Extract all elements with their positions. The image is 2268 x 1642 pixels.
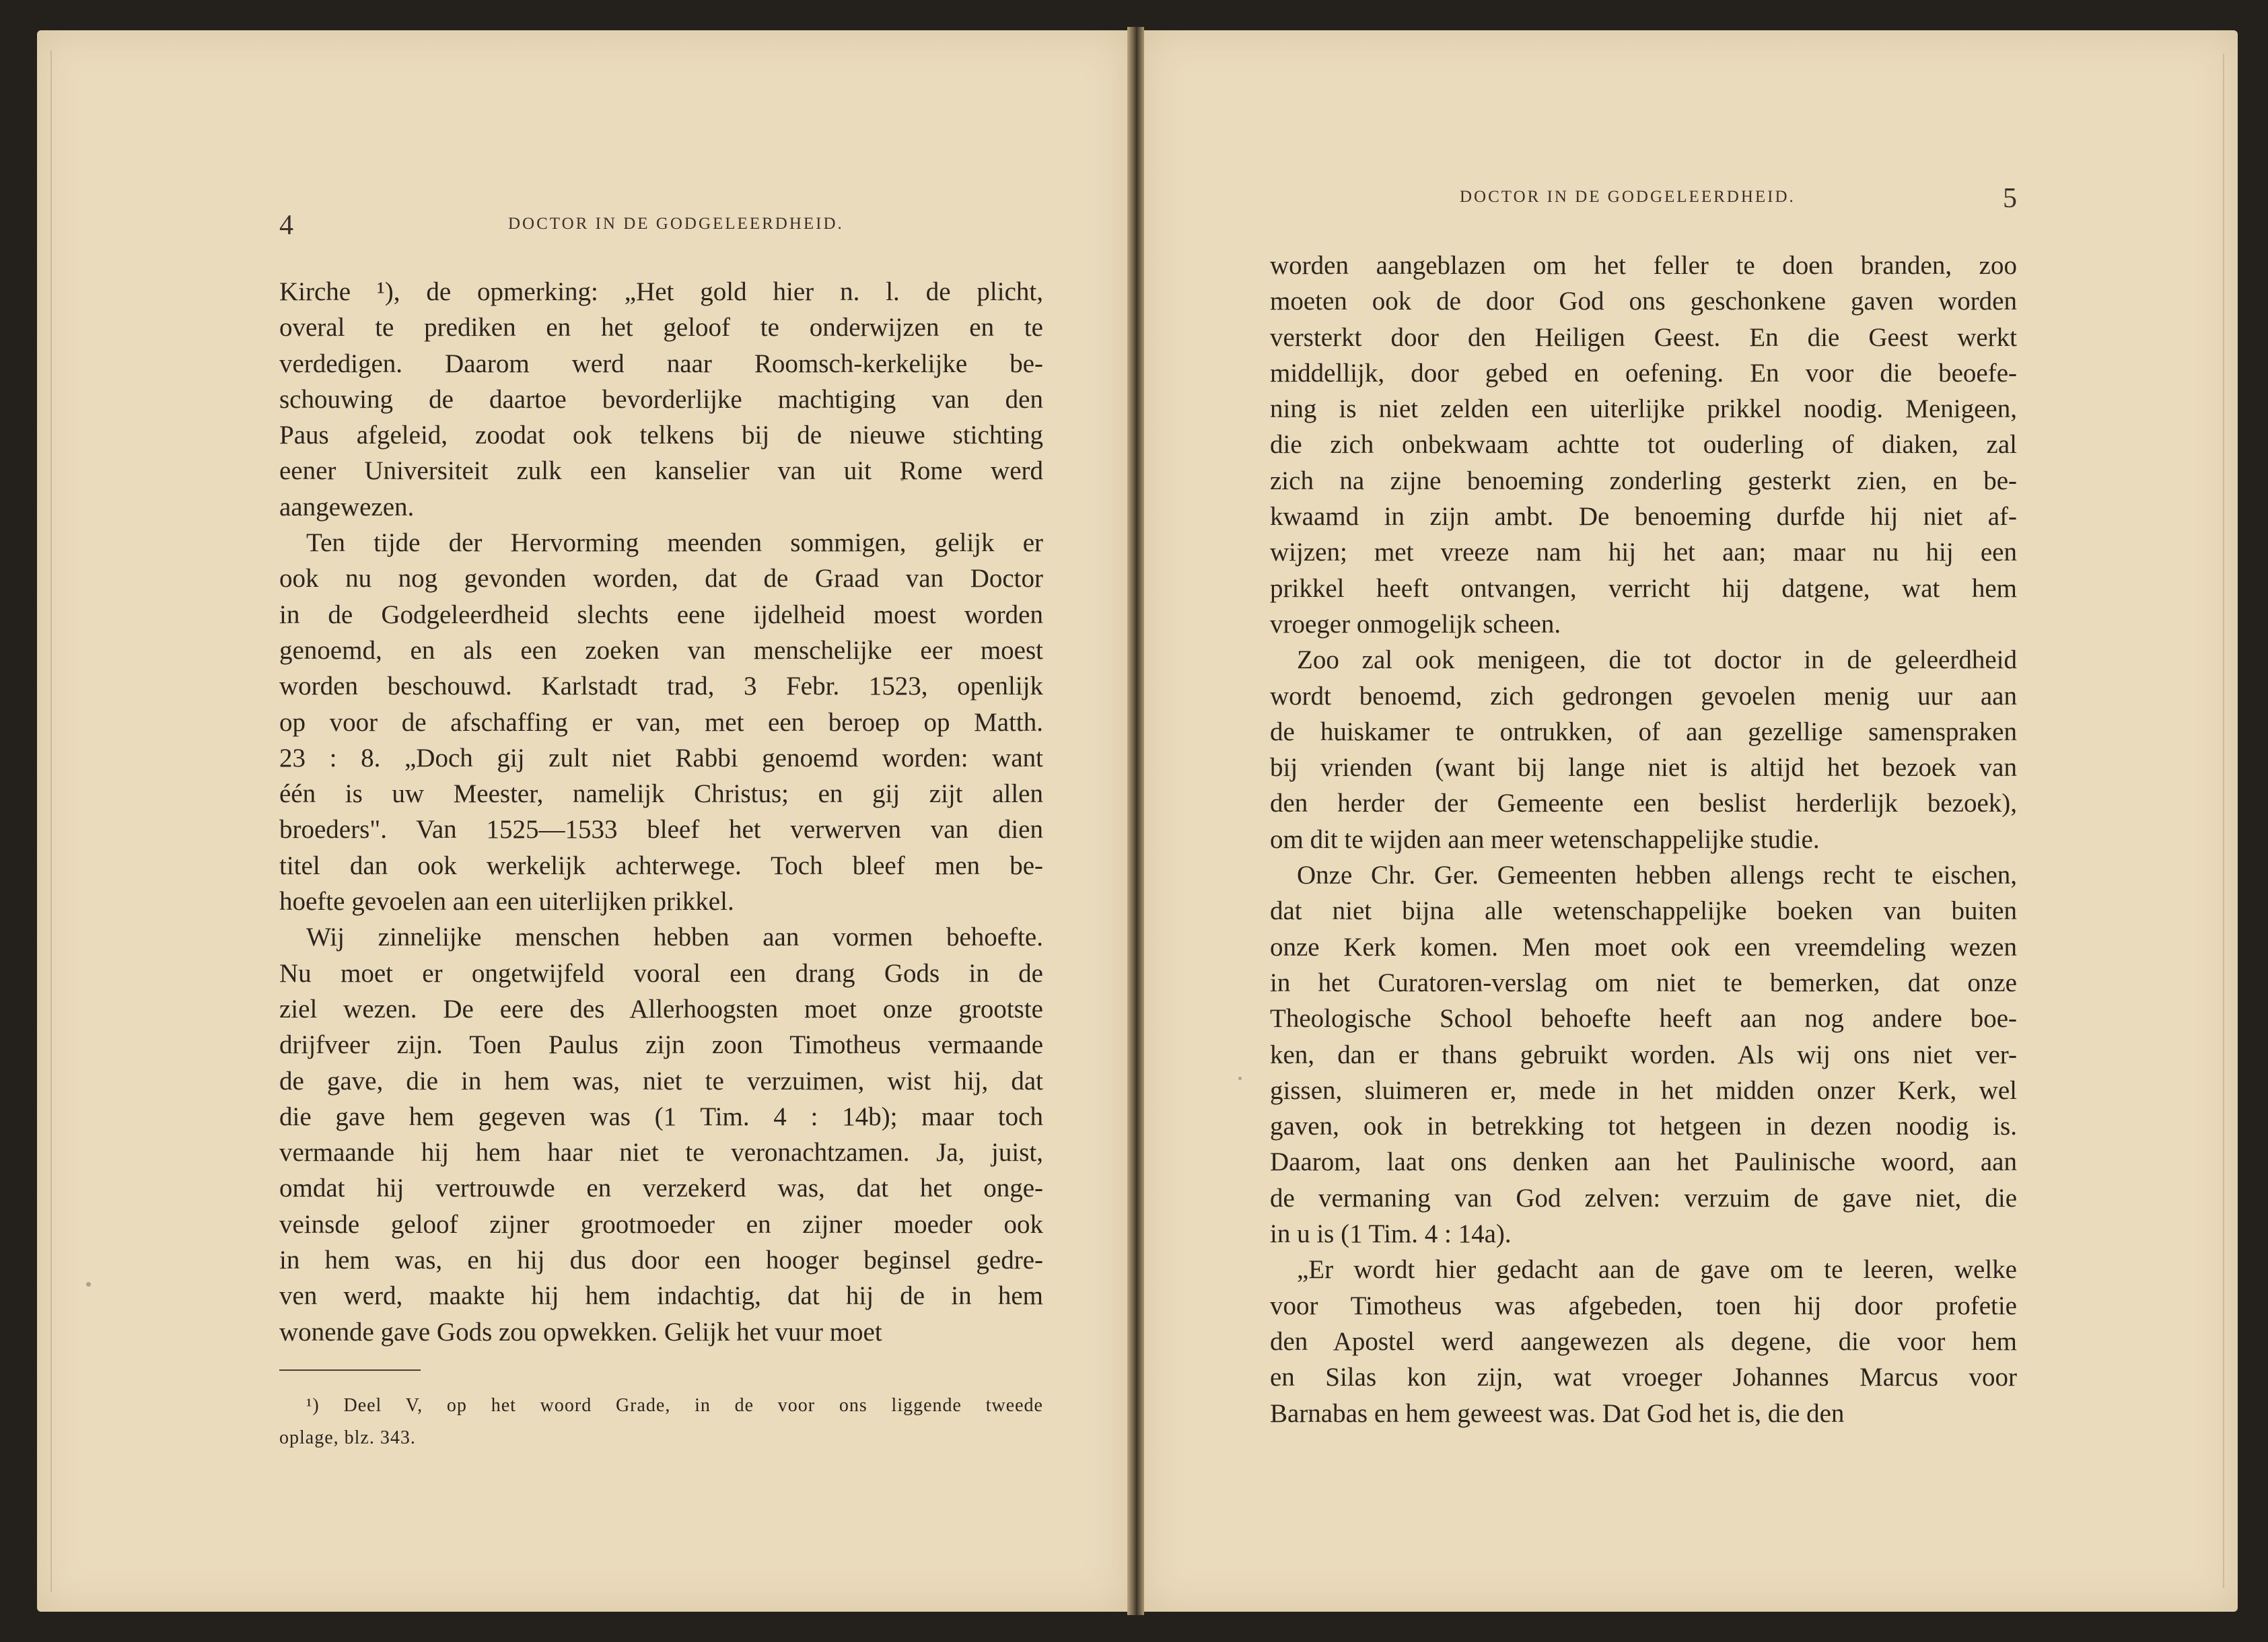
paper-speck	[1238, 1077, 1242, 1080]
text-line: gaven, ook in betrekking tot hetgeen in dezen noodig is.	[1270, 1112, 2017, 1141]
text-line: die zich onbekwaam achtte tot ouderling of diaken, zal	[1270, 430, 2017, 460]
text-line: worden beschouwd. Karlstadt trad, 3 Febr. 1523, openlijk	[279, 672, 1043, 701]
text-line: Zoo zal ook menigeen, die tot doctor in de geleerdheid	[1297, 645, 2017, 675]
text-line: moeten ook de door God ons geschonkene gaven worden	[1270, 287, 2017, 316]
left-page-body	[279, 274, 1043, 1350]
text-line: vermaande hij hem haar niet te veronachtzamen. Ja, juist,	[279, 1138, 1043, 1168]
text-line: ven werd, maakte hij hem indachtig, dat hij de in hem	[279, 1281, 1043, 1311]
text-line: veinsde geloof zijner grootmoeder en zijner moeder ook	[279, 1209, 1043, 1239]
text-line: gissen, sluimeren er, mede in het midden onzer Kerk, wel	[1270, 1075, 2017, 1105]
running-head: DOCTOR IN DE GODGELEERDHEID.	[508, 215, 844, 233]
text-line: oplage, blz. 343.	[279, 1427, 416, 1448]
text-line: Theologische School behoefte heeft aan nog andere boe-	[1270, 1004, 2017, 1034]
text-line: de huiskamer te ontrukken, of aan gezellige samensprakеn	[1270, 717, 2017, 746]
text-line: Barnabas en hem geweest was. Dat God het is, die den	[1270, 1398, 1845, 1428]
text-line: genoemd, en als een zoeken van menschelijke eer moest	[279, 635, 1043, 665]
text-line: ¹) Deel V, op het woord Grade, in de voor ons liggende tweede	[306, 1395, 1043, 1416]
page-number: 4	[279, 210, 293, 241]
text-line: drijfveer zijn. Toen Paulus zijn zoon Timotheus vermaande	[279, 1030, 1043, 1060]
text-line: prikkel heeft ontvangen, verricht hij datgene, wat hem	[1270, 573, 2017, 603]
footnote	[279, 1390, 1043, 1454]
page-number: 5	[2003, 183, 2017, 214]
text-line: ziel wezen. De eere des Allerhoogsten moet onze grootste	[279, 994, 1043, 1024]
right-page	[1144, 30, 2238, 1612]
text-line: onze Kerk komen. Men moet ook een vreemdeling wezen	[1270, 932, 2017, 962]
text-line: Ten tijde der Hervorming meenden sommigen, gelijk er	[306, 528, 1043, 558]
text-line: Wij zinnelijke menschen hebben aan vormen behoefte.	[306, 923, 1043, 952]
footnote-rule	[279, 1369, 421, 1371]
left-page-header	[279, 210, 1047, 247]
text-line: Onze Chr. Ger. Gemeenten hebben allengs recht te eischen,	[1297, 861, 2017, 890]
text-line: op voor de afschaffing er van, met een beroep op Matth.	[279, 707, 1043, 737]
text-line: middellijk, door gebed en oefening. En voor die beoefe-	[1270, 358, 2017, 388]
text-line: en Silas kon zijn, wat vroeger Johannes Marcus voor	[1270, 1363, 2017, 1392]
text-line: om dit te wijden aan meer wetenschappelijke studie.	[1270, 824, 1820, 854]
text-line: aangewezen.	[279, 492, 415, 522]
text-line: omdat hij vertrouwde en verzekerd was, dat het onge-	[279, 1174, 1043, 1203]
text-line: schouwing de daartoe bevorderlijke machtiging van den	[279, 384, 1043, 414]
text-line: voor Timotheus was afgebeden, toen hij door profetie	[1270, 1291, 2017, 1320]
text-line: eener Universiteit zulk een kanselier van uit Rome werd	[279, 456, 1043, 486]
right-page-header	[1270, 183, 2017, 220]
left-page	[37, 30, 1127, 1612]
text-line: broeders". Van 1525—1533 bleef het verwerven van dien	[279, 815, 1043, 845]
text-line: bij vrienden (want bij lange niet is altijd het bezoek van	[1270, 753, 2017, 783]
text-line: in u is (1 Tim. 4 : 14a).	[1270, 1219, 1512, 1249]
text-line: Nu moet er ongetwijfeld vooral een drang Gods in de	[279, 958, 1043, 988]
text-line: 23 : 8. „Doch gij zult niet Rabbi genoemd worden: want	[279, 743, 1043, 773]
text-line: vroeger onmogelijk scheen.	[1270, 609, 1561, 639]
text-line: verdedigen. Daarom werd naar Roomsch-kerkelijke be-	[279, 349, 1043, 378]
text-line: ning is niet zelden een uiterlijke prikkel noodig. Menigeen,	[1270, 394, 2017, 424]
text-line: den Apostel werd aangewezen als degene, die voor hem	[1270, 1326, 2017, 1356]
text-line: wonende gave Gods zou opwekken. Gelijk het vuur moet	[279, 1317, 882, 1347]
text-line: ook nu nog gevonden worden, dat de Graad van Doctor	[279, 564, 1043, 594]
paper-speck	[900, 478, 904, 481]
text-line: Paus afgeleid, zoodat ook telkens bij de nieuwe stichting	[279, 421, 1043, 450]
text-line: den herder der Gemeente een beslist herderlijk bezoek),	[1270, 789, 2017, 818]
text-line: titel dan ook werkelijk achterwege. Toch bleef men be-	[279, 851, 1043, 880]
text-line: hoefte gevoelen aan een uiterlijken prikkel.	[279, 887, 734, 917]
text-line: die gave hem gegeven was (1 Tim. 4 : 14b); maar toch	[279, 1102, 1043, 1131]
text-line: ken, dan er thans gebruikt worden. Als wij ons niet ver-	[1270, 1040, 2017, 1069]
text-line: Kirche ¹), de opmerking: „Het gold hier n. l. de plicht,	[279, 277, 1043, 306]
text-line: wijzen; met vreeze nam hij het aan; maar nu hij een	[1270, 538, 2017, 567]
text-line: Daarom, laat ons denken aan het Paulinische woord, aan	[1270, 1147, 2017, 1177]
text-line: dat niet bijna alle wetenschappelijke boeken van buiten	[1270, 896, 2017, 926]
text-line: in het Curatoren-verslag om niet te bemerken, dat onze	[1270, 968, 2017, 997]
text-line: overal te prediken en het geloof te onderwijzen en te	[279, 313, 1043, 343]
text-line: versterkt door den Heiligen Geest. En die Geest werkt	[1270, 322, 2017, 352]
running-head: DOCTOR IN DE GODGELEERDHEID.	[1460, 188, 1796, 206]
paper-speck	[86, 1282, 91, 1287]
right-page-body	[1270, 248, 2017, 1431]
text-line: in de Godgeleerdheid slechts eene ijdelheid moest worden	[279, 600, 1043, 629]
text-line: de gave, die in hem was, niet te verzuimen, wist hij, dat	[279, 1066, 1043, 1096]
text-line: worden aangeblazen om het feller te doen branden, zoo	[1270, 251, 2017, 280]
book-gutter	[1127, 27, 1144, 1615]
text-line: één is uw Meester, namelijk Christus; en gij zijt allen	[279, 779, 1043, 809]
text-line: zich na zijne benoeming zonderling gesterkt zien, en be-	[1270, 466, 2017, 495]
text-line: „Er wordt hier gedacht aan de gave om te leeren, welke	[1297, 1255, 2017, 1285]
text-line: in hem was, en hij dus door een hooger beginsel gedre-	[279, 1246, 1043, 1275]
text-line: wordt benoemd, zich gedrongen gevoelen menig uur aan	[1270, 681, 2017, 711]
text-line: de vermaning van God zelven: verzuim de gave niet, die	[1270, 1183, 2017, 1213]
text-line: kwaamd in zijn ambt. De benoeming durfde hij niet af-	[1270, 502, 2017, 532]
